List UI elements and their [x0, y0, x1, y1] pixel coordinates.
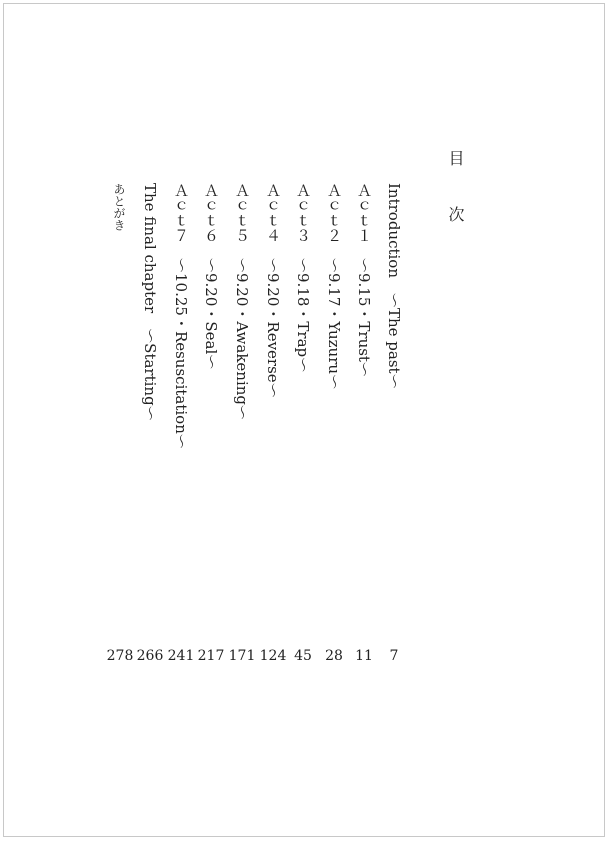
- page-number-introduction: 7: [389, 648, 399, 664]
- toc-entry-act2: Ａｃｔ２ ～9.17・Yuzuru～: [325, 183, 343, 390]
- toc-entry-act4: Ａｃｔ４ ～9.20・Reverse～: [264, 183, 282, 398]
- toc-entry-introduction: Introduction ～The past～: [385, 183, 403, 389]
- page-number-act6: 217: [197, 648, 225, 664]
- toc-title: 目 次: [446, 150, 465, 234]
- toc-entry-act7: Ａｃｔ７ ～10.25・Resuscitation～: [172, 183, 190, 449]
- toc-entry-act6: Ａｃｔ６ ～9.20・Seal～: [202, 183, 220, 370]
- page-number-act5: 171: [228, 648, 256, 664]
- document-page: [3, 3, 605, 837]
- page-number-act3: 45: [294, 648, 312, 664]
- page-number-act4: 124: [259, 648, 287, 664]
- toc-entry-act3: Ａｃｔ３ ～9.18・Trap～: [294, 183, 312, 373]
- toc-entry-act1: Ａｃｔ１ ～9.15・Trust～: [355, 183, 373, 377]
- page-number-act7: 241: [167, 648, 195, 664]
- page-number-act1: 11: [355, 648, 373, 664]
- toc-entry-final-chapter: The final chapter ～Starting～: [141, 183, 159, 421]
- page-number-act2: 28: [325, 648, 343, 664]
- toc-entry-act5: Ａｃｔ５ ～9.20・Awakening～: [233, 183, 251, 421]
- page-number-final-chapter: 266: [136, 648, 164, 664]
- toc-entry-afterword: あとがき: [112, 183, 126, 231]
- page-number-afterword: 278: [106, 648, 134, 664]
